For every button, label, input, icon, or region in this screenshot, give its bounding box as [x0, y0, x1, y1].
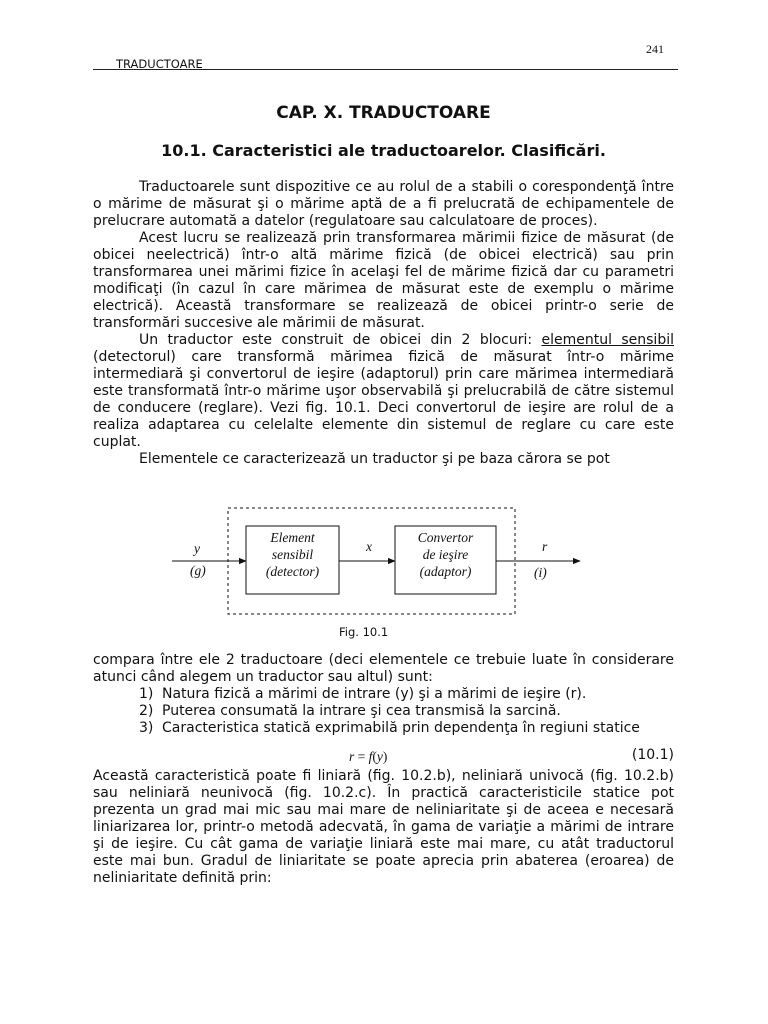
figure-caption: Fig. 10.1 [339, 625, 389, 639]
text-block-upper [93, 179, 674, 468]
convertor-label [395, 529, 496, 580]
running-header: TRADUCTOARE [116, 57, 203, 71]
list-text: Caracteristica statică exprimabilă prin dependenţa în regiuni statice [162, 720, 640, 736]
chapter-title: CAP. X. TRADUCTOARE [276, 103, 491, 123]
paragraph-5: compara între ele 2 traductoare (deci elementele ce trebuie luate în considerare atunci când alegem un traductor sau altul) sunt: [93, 652, 674, 685]
formula-row [93, 747, 674, 765]
output-signal-label: r [542, 539, 548, 554]
intermediate-signal-label: x [366, 539, 372, 554]
formula-open: ( [372, 749, 377, 764]
paragraph-6: Această caracteristică poate fi liniară (fig. 10.2.b), neliniară univocă (fig. 10.2.b) sau neliniară neunivocă (fig. 10.2.c). În practică caracteristicile statice pot prezenta un grad mai mic sau mai mare de neliniaritate şi de aceea e necesară liniarizarea lor, printr-o metodă adecvată, în gama de variaţie a mărimi de intrare şi de ieşire. Cu cât gama de variaţie liniară este mai mare, cu atât traductorul este mai bun. Gradul de liniaritate se poate aprecia prin abaterea (eroarea) de neliniaritate definită prin: [93, 768, 674, 886]
underlined-term: elementul sensibil [541, 332, 674, 348]
text-block-lower [93, 652, 674, 887]
paragraph-2: Acest lucru se realizează prin transformarea mărimii fizice de măsurat (de obicei neelectrică) într-o altă mărime fizică (de obicei electrică) sau prin transformarea unei mărimi fizice în acelaşi fel de mărime fizică dar cu parametri modificaţi (în cazul în care mărimea de măsurat este de exemplu o mărime electrică). Această transformare se realizează de obicei printr-o serie de transformări succesive ale mărimii de măsurat. [93, 230, 674, 331]
input-signal-type: (g) [190, 563, 206, 578]
block-diagram [160, 505, 600, 617]
formula-y: y [376, 749, 383, 764]
page-number: 241 [646, 42, 664, 56]
paragraph-3-rest: (detectorul) care transformă mărimea fizică de măsurat într-o mărime intermediară şi convertorul de ieşire (adaptorul) prin care mărimea intermediară este transformată într-o mărime uşor observabilă şi prelucrabilă de către sistemul de conducere (reglare). Vezi fig. 10.1. Deci convertorul de ieşire are rolul de a realiza adaptarea cu celelalte elemente din sistemul de reglare cu care este cuplat. [93, 349, 674, 450]
element-sensibil-label [246, 529, 339, 580]
list-text: Natura fizică a mărimi de intrare (y) şi a mărimi de ieşire (r). [162, 686, 587, 702]
diagram-canvas [160, 505, 600, 617]
formula-r: r [349, 749, 355, 764]
convertor-line3: (adaptor) [419, 564, 472, 579]
list-item [93, 703, 674, 720]
section-title: 10.1. Caracteristici ale traductoarelor. Clasificări. [161, 141, 606, 160]
formula [349, 748, 387, 765]
paragraph-3-start: Un traductor este construit de obicei din 2 blocuri: [139, 332, 542, 348]
paragraph-4: Elementele ce caracterizează un traductor şi pe baza cărora se pot [139, 451, 610, 467]
element-sensibil-line3: (detector) [265, 564, 320, 579]
paragraph-3 [93, 332, 674, 451]
formula-f: f [368, 749, 373, 764]
element-sensibil-line2: sensibil [271, 547, 314, 562]
list-item [93, 686, 674, 703]
list-number: 3) [139, 720, 154, 736]
list-number: 2) [139, 703, 154, 719]
list-item [93, 720, 674, 737]
convertor-line1: Convertor [417, 530, 474, 545]
convertor-line2: de ieşire [422, 547, 469, 562]
criteria-list [93, 686, 674, 737]
equation-number: (10.1) [631, 747, 674, 763]
formula-close: ) [382, 749, 388, 764]
formula-eq: = [354, 749, 369, 764]
input-signal-label: y [194, 541, 200, 556]
list-number: 1) [139, 686, 154, 702]
list-text: Puterea consumată la intrare şi cea transmisă la sarcină. [162, 703, 561, 719]
output-signal-type: (i) [534, 565, 547, 580]
paragraph-1: Traductoarele sunt dispozitive ce au rolul de a stabili o corespondenţă între o mărime de măsurat şi o mărime aptă de a fi prelucrată de echipamentele de prelucrare automată a datelor (regulatoare sau calculatoare de proces). [93, 179, 674, 229]
header-rule [93, 69, 678, 70]
element-sensibil-line1: Element [270, 530, 315, 545]
